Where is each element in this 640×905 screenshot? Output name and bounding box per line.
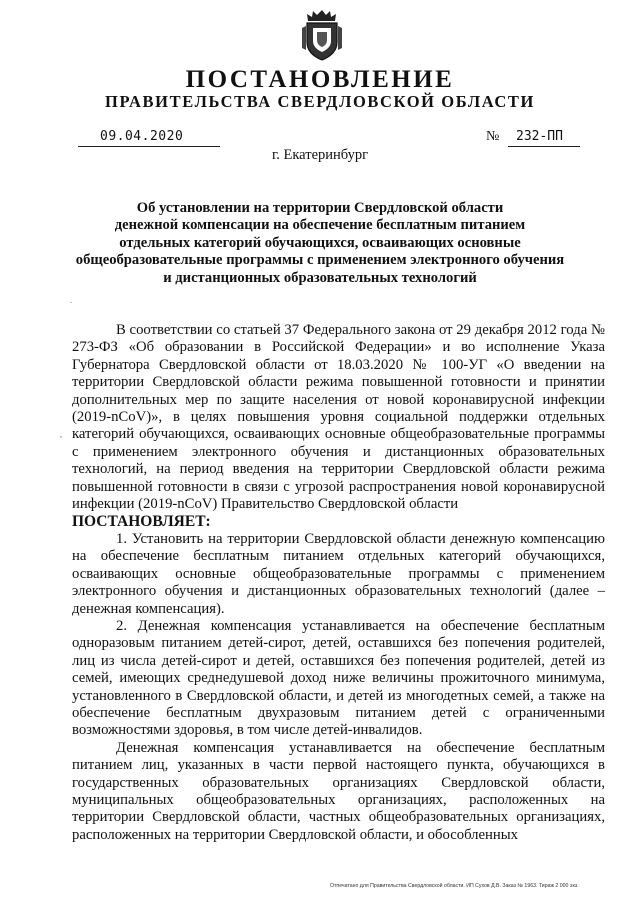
- document-subject: [60, 200, 580, 287]
- resolve-heading: ПОСТАНОВЛЯЕТ:: [72, 513, 211, 531]
- issuer-name: ПРАВИТЕЛЬСТВА СВЕРДЛОВСКОЙ ОБЛАСТИ: [105, 92, 535, 111]
- number-label: №: [486, 129, 500, 144]
- document-number: 232-ПП: [516, 129, 563, 144]
- document-body: [72, 322, 605, 844]
- coat-of-arms-icon: [300, 8, 344, 62]
- subject-line: денежной компенсации на обеспечение бесплатным питанием: [114, 217, 526, 234]
- subject-line: общеобразовательные программы с применением электронного обучения: [75, 252, 565, 269]
- subject-line: отдельных категорий обучающихся, осваивающих основные: [119, 234, 521, 251]
- scan-mark: .: [70, 296, 72, 305]
- document-title: ПОСТАНОВЛЕНИЕ: [185, 66, 455, 93]
- print-footer: Отпечатано для Правительства Свердловской области. ИП Сухов Д.В. Заказ № 1963. Тираж 2 000 экз.: [330, 883, 579, 889]
- paragraph-3: Денежная компенсация устанавливается на обеспечение бесплатным питанием лиц, указанных в части первой настоящего пункта, обучающихся в государственных образовательных организациях Свердловской области, муниципальных общеобразовательных организациях, расположенных на территории Свердловской области, частных общеобразовательных организациях, расположенных на территории Свердловской области, и обособленных: [72, 739, 605, 843]
- city: г. Екатеринбург: [271, 147, 369, 163]
- preamble-paragraph: В соответствии со статьей 37 Федерального закона от 29 декабря 2012 года № 273-ФЗ «Об образовании в Российской Федерации» и во исполнение Указа Губернатора Свердловской области от 18.03.2020 № 100-УГ «О введении на территории Свердловской области режима повышенной готовности и принятии дополнительных мер по защите населения от новой коронавирусной инфекции (2019-nCoV)», в целях повышения уровня социальной поддержки отдельных категорий обучающихся, осваивающих основные общеобразовательные программы с применением электронного обучения и дистанционных образовательных технологий, на период введения на территории Свердловской области режима повышенной готовности в связи с угрозой распространения новой коронавирусной инфекции (2019-nCoV) Правительство Свердловской области: [72, 322, 605, 513]
- subject-line: Об установлении на территории Свердловской области: [136, 200, 504, 216]
- paragraph-1: 1. Установить на территории Свердловской области денежную компенсацию на обеспечение бесплатным питанием отдельных категорий обучающихся, осваивающих основные общеобразовательные программы с применением электронного обучения и дистанционных образовательных технологий (далее – денежная компенсация).: [72, 530, 605, 617]
- paragraph-2: 2. Денежная компенсация устанавливается на обеспечение бесплатным одноразовым питанием детей-сирот, детей, оставшихся без попечения родителей, лиц из числа детей-сирот и детей, оставшихся без попечения родителей, детей из семей, имеющих среднедушевой доход ниже величины прожиточного минимума, установленного в Свердловской области, и детей из многодетных семей, а также на обеспечение бесплатным двухразовым питанием детей с ограниченными возможностями здоровья, в том числе детей-инвалидов.: [72, 617, 605, 739]
- subject-line: и дистанционных образовательных технологий: [163, 269, 477, 286]
- document-date: 09.04.2020: [100, 129, 184, 144]
- scan-mark: ,: [60, 430, 62, 439]
